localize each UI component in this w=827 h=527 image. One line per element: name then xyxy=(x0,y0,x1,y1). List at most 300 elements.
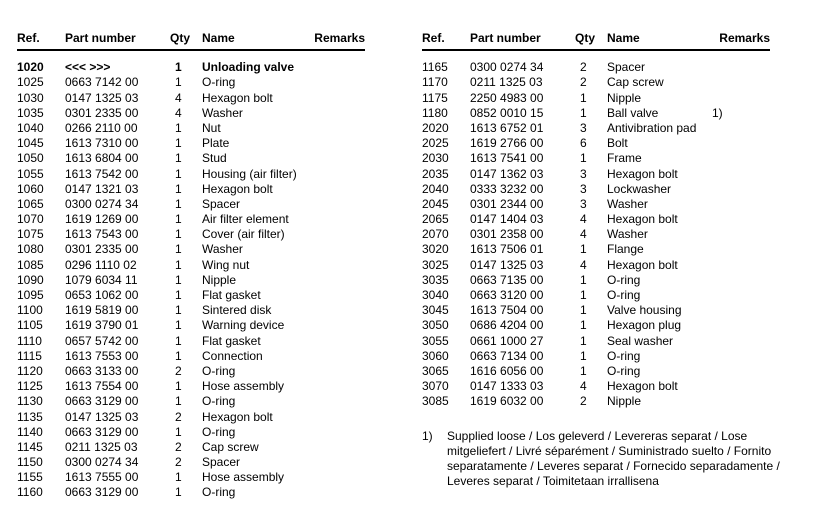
cell-name: O-ring xyxy=(202,394,236,409)
cell-remarks xyxy=(307,136,365,151)
cell-name: Hexagon bolt xyxy=(607,379,678,394)
table-row xyxy=(422,242,770,257)
cell-qty: 1 xyxy=(175,288,182,303)
cell-remarks xyxy=(307,106,365,121)
cell-part-number: 0663 3129 00 xyxy=(65,424,139,439)
cell-qty: 1 xyxy=(580,105,587,120)
cell-name: Lockwasher xyxy=(607,181,672,196)
table-header-right xyxy=(422,31,770,51)
cell-name: Unloading valve xyxy=(202,60,295,75)
table-row xyxy=(422,379,770,394)
cell-part-number: 1613 7554 00 xyxy=(65,379,139,394)
cell-remarks xyxy=(307,75,365,90)
cell-ref: 1055 xyxy=(17,166,44,181)
cell-part-number: 1619 1269 00 xyxy=(65,212,139,227)
column-header-part-number: Part number xyxy=(65,31,136,45)
table-row xyxy=(422,334,770,349)
cell-part-number: 0663 3120 00 xyxy=(470,288,544,303)
cell-qty: 1 xyxy=(580,151,587,166)
cell-remarks xyxy=(712,303,770,318)
cell-qty: 1 xyxy=(175,303,182,318)
cell-remarks xyxy=(307,349,365,364)
cell-ref: 1095 xyxy=(17,288,44,303)
table-row xyxy=(17,151,365,166)
cell-ref: 2020 xyxy=(422,120,449,135)
cell-ref: 3045 xyxy=(422,303,449,318)
table-row xyxy=(422,364,770,379)
cell-remarks xyxy=(712,394,770,409)
cell-name: Nipple xyxy=(202,272,237,287)
cell-remarks xyxy=(712,318,770,333)
cell-part-number: 0147 1325 03 xyxy=(65,90,139,105)
cell-name: Connection xyxy=(202,348,263,363)
column-header-name: Name xyxy=(202,31,235,45)
cell-name: Warning device xyxy=(202,318,285,333)
cell-remarks xyxy=(307,273,365,288)
cell-ref: 2070 xyxy=(422,227,449,242)
table-row xyxy=(17,197,365,212)
table-row xyxy=(17,455,365,470)
cell-part-number: 1619 3790 01 xyxy=(65,318,139,333)
cell-name: Seal washer xyxy=(607,333,674,348)
cell-qty: 1 xyxy=(175,212,182,227)
cell-ref: 2030 xyxy=(422,151,449,166)
cell-qty: 2 xyxy=(175,455,182,470)
cell-part-number: 1619 6032 00 xyxy=(470,394,544,409)
cell-remarks xyxy=(712,212,770,227)
cell-part-number: 1613 7543 00 xyxy=(65,227,139,242)
table-row xyxy=(422,349,770,364)
cell-qty: 2 xyxy=(175,409,182,424)
cell-ref: 2025 xyxy=(422,136,449,151)
cell-ref: 1060 xyxy=(17,181,44,196)
cell-ref: 1045 xyxy=(17,136,44,151)
cell-remarks xyxy=(307,197,365,212)
cell-ref: 1135 xyxy=(17,409,43,424)
table-row xyxy=(17,394,365,409)
table-row xyxy=(17,288,365,303)
cell-ref: 2035 xyxy=(422,166,449,181)
table-row xyxy=(17,318,365,333)
cell-remarks xyxy=(307,151,365,166)
cell-ref: 1090 xyxy=(17,272,44,287)
cell-qty: 1 xyxy=(580,318,587,333)
cell-name: Cover (air filter) xyxy=(202,227,285,242)
cell-name: Hexagon bolt xyxy=(607,166,678,181)
cell-qty: 1 xyxy=(175,181,182,196)
cell-name: Stud xyxy=(202,151,227,166)
table-row xyxy=(422,167,770,182)
cell-name: O-ring xyxy=(202,363,236,378)
cell-part-number: 0147 1325 03 xyxy=(470,257,544,272)
cell-ref: 3025 xyxy=(422,257,449,272)
cell-name: Hexagon bolt xyxy=(607,212,678,227)
cell-ref: 1085 xyxy=(17,257,44,272)
cell-qty: 1 xyxy=(175,257,182,272)
cell-remarks xyxy=(307,440,365,455)
cell-ref: 3055 xyxy=(422,333,449,348)
table-row xyxy=(17,227,365,242)
cell-part-number: 1616 6056 00 xyxy=(470,363,544,378)
cell-part-number: 0147 1321 03 xyxy=(65,181,139,196)
cell-part-number: 0663 7142 00 xyxy=(65,75,139,90)
table-row xyxy=(422,75,770,90)
table-row xyxy=(17,212,365,227)
cell-name: Plate xyxy=(202,136,230,151)
cell-part-number: 1613 6752 01 xyxy=(470,120,544,135)
cell-part-number: 0266 2110 00 xyxy=(65,120,138,135)
cell-part-number: 1613 7310 00 xyxy=(65,136,139,151)
cell-qty: 1 xyxy=(175,318,182,333)
cell-remarks xyxy=(307,394,365,409)
cell-name: Spacer xyxy=(607,60,646,75)
cell-qty: 1 xyxy=(175,379,182,394)
cell-qty: 1 xyxy=(175,136,182,151)
cell-name: Flat gasket xyxy=(202,333,261,348)
cell-ref: 1025 xyxy=(17,75,44,90)
table-row xyxy=(422,91,770,106)
cell-qty: 4 xyxy=(175,90,182,105)
cell-remarks xyxy=(712,91,770,106)
cell-remarks xyxy=(307,303,365,318)
cell-remarks xyxy=(307,167,365,182)
cell-qty: 1 xyxy=(580,242,587,257)
cell-ref: 1160 xyxy=(17,485,43,500)
cell-ref: 1180 xyxy=(422,105,448,120)
cell-ref: 1110 xyxy=(17,333,42,348)
cell-name: Spacer xyxy=(202,196,241,211)
column-header-part-number: Part number xyxy=(470,31,541,45)
column-header-ref: Ref. xyxy=(422,31,445,45)
cell-qty: 4 xyxy=(580,379,587,394)
column-header-remarks: Remarks xyxy=(719,31,770,45)
cell-ref: 1035 xyxy=(17,105,44,120)
parts-table-right xyxy=(422,31,770,410)
cell-qty: 2 xyxy=(175,439,182,454)
cell-remarks xyxy=(307,182,365,197)
cell-ref: 1070 xyxy=(17,212,44,227)
cell-name: Spacer xyxy=(202,455,241,470)
cell-remarks xyxy=(712,136,770,151)
table-header-left xyxy=(17,31,365,51)
cell-qty: 1 xyxy=(175,60,182,75)
cell-part-number: 0147 1362 03 xyxy=(470,166,544,181)
cell-ref: 3065 xyxy=(422,363,449,378)
cell-name: Hexagon plug xyxy=(607,318,682,333)
cell-remarks xyxy=(712,258,770,273)
cell-name: Washer xyxy=(202,105,243,120)
cell-ref: 1175 xyxy=(422,90,448,105)
table-row xyxy=(422,288,770,303)
cell-qty: 1 xyxy=(580,303,587,318)
cell-qty: 1 xyxy=(580,288,587,303)
cell-name: Ball valve xyxy=(607,105,659,120)
column-header-remarks: Remarks xyxy=(314,31,365,45)
cell-remarks xyxy=(712,182,770,197)
cell-name: Nipple xyxy=(607,90,642,105)
cell-remarks xyxy=(712,197,770,212)
cell-ref: 3085 xyxy=(422,394,449,409)
cell-qty: 3 xyxy=(580,120,587,135)
table-row xyxy=(17,75,365,90)
column-header-qty: Qty xyxy=(575,31,596,45)
cell-qty: 1 xyxy=(175,333,182,348)
cell-qty: 2 xyxy=(580,394,587,409)
cell-qty: 1 xyxy=(175,75,182,90)
cell-name: Valve housing xyxy=(607,303,682,318)
cell-name: Hexagon bolt xyxy=(607,257,678,272)
cell-part-number: 0147 1333 03 xyxy=(470,379,544,394)
footnote-line: separatamente / Leveres separat / Fornecido separadamente / xyxy=(447,459,780,473)
table-row xyxy=(17,91,365,106)
cell-ref: 1100 xyxy=(17,303,43,318)
cell-ref: 1040 xyxy=(17,120,44,135)
cell-part-number: 0300 0274 34 xyxy=(470,60,544,75)
table-body-left xyxy=(17,60,365,500)
cell-part-number: 0301 2358 00 xyxy=(470,227,544,242)
table-row xyxy=(17,379,365,394)
cell-qty: 4 xyxy=(580,227,587,242)
cell-qty: 4 xyxy=(580,212,587,227)
cell-name: Hexagon bolt xyxy=(202,181,273,196)
cell-qty: 1 xyxy=(580,272,587,287)
cell-remarks xyxy=(712,227,770,242)
table-body-right xyxy=(422,60,770,409)
cell-part-number: 1613 7542 00 xyxy=(65,166,139,181)
cell-ref: 1050 xyxy=(17,151,44,166)
cell-qty: 1 xyxy=(175,120,182,135)
table-row xyxy=(422,318,770,333)
cell-qty: 3 xyxy=(580,196,587,211)
cell-part-number: 1613 7555 00 xyxy=(65,470,139,485)
table-row xyxy=(17,136,365,151)
cell-part-number: 0653 1062 00 xyxy=(65,288,139,303)
cell-part-number: 0852 0010 15 xyxy=(470,105,544,120)
cell-part-number: 0301 2335 00 xyxy=(65,242,139,257)
footnote-marker: 1) xyxy=(422,429,433,443)
cell-qty: 1 xyxy=(580,348,587,363)
table-row xyxy=(17,258,365,273)
table-row xyxy=(422,258,770,273)
cell-qty: 1 xyxy=(580,363,587,378)
cell-qty: 1 xyxy=(175,227,182,242)
cell-ref: 2065 xyxy=(422,212,449,227)
cell-ref: 1155 xyxy=(17,470,43,485)
cell-ref: 1125 xyxy=(17,379,43,394)
cell-ref: 1075 xyxy=(17,227,44,242)
cell-part-number: 0147 1404 03 xyxy=(470,212,544,227)
cell-part-number: 0300 0274 34 xyxy=(65,455,139,470)
cell-name: Nipple xyxy=(607,394,642,409)
table-row xyxy=(17,349,365,364)
cell-ref: 1020 xyxy=(17,60,44,75)
cell-name: Washer xyxy=(607,196,648,211)
cell-qty: 1 xyxy=(175,470,182,485)
cell-part-number: 1613 7504 00 xyxy=(470,303,544,318)
table-row xyxy=(17,121,365,136)
cell-name: Hexagon bolt xyxy=(202,90,273,105)
cell-ref: 1130 xyxy=(17,394,43,409)
table-row xyxy=(17,106,365,121)
column-header-ref: Ref. xyxy=(17,31,40,45)
cell-name: Flat gasket xyxy=(202,288,261,303)
cell-part-number: <<< >>> xyxy=(65,60,111,75)
cell-name: O-ring xyxy=(202,75,236,90)
cell-part-number: 2250 4983 00 xyxy=(470,90,544,105)
cell-name: O-ring xyxy=(607,288,641,303)
cell-remarks xyxy=(307,485,365,500)
cell-qty: 1 xyxy=(175,485,182,500)
cell-name: O-ring xyxy=(607,348,641,363)
cell-part-number: 0296 1110 02 xyxy=(65,257,137,272)
table-row xyxy=(17,167,365,182)
cell-name: O-ring xyxy=(607,272,641,287)
cell-remarks xyxy=(307,410,365,425)
cell-remarks xyxy=(307,212,365,227)
cell-name: Washer xyxy=(607,227,648,242)
cell-ref: 1145 xyxy=(17,439,43,454)
cell-part-number: 0301 2335 00 xyxy=(65,105,139,120)
cell-ref: 2045 xyxy=(422,196,449,211)
cell-remarks xyxy=(712,334,770,349)
cell-name: O-ring xyxy=(607,363,641,378)
cell-remarks xyxy=(712,242,770,257)
cell-remarks: 1) xyxy=(712,105,723,120)
footnote-line: mitgeliefert / Livré séparément / Suministrado suelto / Fornito xyxy=(447,444,772,458)
cell-qty: 1 xyxy=(175,196,182,211)
cell-qty: 1 xyxy=(175,424,182,439)
cell-ref: 3070 xyxy=(422,379,449,394)
cell-ref: 2040 xyxy=(422,181,449,196)
table-row xyxy=(422,60,770,75)
cell-ref: 3040 xyxy=(422,288,449,303)
cell-ref: 1120 xyxy=(17,363,43,378)
cell-qty: 3 xyxy=(580,166,587,181)
cell-part-number: 0333 3232 00 xyxy=(470,181,544,196)
cell-part-number: 0300 0274 34 xyxy=(65,196,139,211)
cell-ref: 1065 xyxy=(17,196,44,211)
table-row xyxy=(422,106,770,121)
table-row xyxy=(422,394,770,409)
cell-part-number: 1619 5819 00 xyxy=(65,303,139,318)
cell-ref: 1030 xyxy=(17,90,44,105)
cell-part-number: 1619 2766 00 xyxy=(470,136,544,151)
cell-part-number: 0663 3133 00 xyxy=(65,363,139,378)
cell-ref: 1105 xyxy=(17,318,43,333)
cell-part-number: 0686 4204 00 xyxy=(470,318,544,333)
cell-remarks xyxy=(712,60,770,75)
cell-part-number: 1613 7553 00 xyxy=(65,348,139,363)
cell-remarks xyxy=(307,258,365,273)
cell-part-number: 0661 1000 27 xyxy=(470,333,544,348)
cell-remarks xyxy=(307,60,365,75)
cell-ref: 1115 xyxy=(17,348,42,363)
cell-ref: 3060 xyxy=(422,348,449,363)
table-row xyxy=(17,60,365,75)
cell-name: Hose assembly xyxy=(202,470,285,485)
cell-remarks xyxy=(307,318,365,333)
cell-ref: 1150 xyxy=(17,455,43,470)
cell-name: O-ring xyxy=(202,424,236,439)
cell-name: Wing nut xyxy=(202,257,250,272)
cell-name: Washer xyxy=(202,242,243,257)
cell-remarks xyxy=(307,379,365,394)
cell-name: Housing (air filter) xyxy=(202,166,297,181)
cell-name: Sintered disk xyxy=(202,303,272,318)
cell-qty: 4 xyxy=(175,105,182,120)
table-row xyxy=(422,212,770,227)
table-row xyxy=(422,227,770,242)
cell-qty: 1 xyxy=(175,242,182,257)
cell-part-number: 1079 6034 11 xyxy=(65,272,138,287)
table-row xyxy=(17,242,365,257)
cell-qty: 1 xyxy=(175,272,182,287)
footnote-line: Supplied loose / Los geleverd / Levereras separat / Lose xyxy=(447,429,748,443)
cell-remarks xyxy=(307,227,365,242)
table-row xyxy=(422,151,770,166)
cell-remarks xyxy=(712,364,770,379)
cell-remarks xyxy=(712,349,770,364)
cell-name: Flange xyxy=(607,242,644,257)
table-row xyxy=(17,334,365,349)
table-row xyxy=(17,470,365,485)
cell-part-number: 0663 3129 00 xyxy=(65,485,139,500)
cell-part-number: 0147 1325 03 xyxy=(65,409,139,424)
cell-qty: 1 xyxy=(175,151,182,166)
table-row xyxy=(422,182,770,197)
cell-remarks xyxy=(712,288,770,303)
table-row xyxy=(17,364,365,379)
table-row xyxy=(17,182,365,197)
cell-qty: 1 xyxy=(175,348,182,363)
table-row xyxy=(422,121,770,136)
cell-name: Hexagon bolt xyxy=(202,409,273,424)
cell-qty: 1 xyxy=(175,394,182,409)
table-row xyxy=(17,303,365,318)
cell-name: Antivibration pad xyxy=(607,120,697,135)
cell-qty: 1 xyxy=(175,166,182,181)
cell-name: Air filter element xyxy=(202,212,289,227)
table-row xyxy=(17,273,365,288)
cell-qty: 2 xyxy=(580,75,587,90)
column-header-name: Name xyxy=(607,31,640,45)
cell-part-number: 0663 7134 00 xyxy=(470,348,544,363)
cell-qty: 1 xyxy=(580,90,587,105)
footnote-line: Leveres separat / Toimitetaan irrallisena xyxy=(447,474,659,488)
cell-remarks xyxy=(307,91,365,106)
cell-remarks xyxy=(307,364,365,379)
cell-ref: 1080 xyxy=(17,242,44,257)
cell-qty: 4 xyxy=(580,257,587,272)
cell-name: Cap screw xyxy=(202,439,259,454)
table-row xyxy=(422,273,770,288)
cell-qty: 2 xyxy=(580,60,587,75)
cell-name: Frame xyxy=(607,151,642,166)
cell-part-number: 1613 7541 00 xyxy=(470,151,544,166)
cell-remarks xyxy=(307,455,365,470)
cell-name: Nut xyxy=(202,120,221,135)
table-row xyxy=(422,136,770,151)
cell-ref: 1170 xyxy=(422,75,448,90)
cell-name: Bolt xyxy=(607,136,628,151)
cell-qty: 6 xyxy=(580,136,587,151)
column-header-qty: Qty xyxy=(170,31,191,45)
cell-qty: 1 xyxy=(580,333,587,348)
cell-remarks xyxy=(712,273,770,288)
cell-remarks xyxy=(307,334,365,349)
cell-name: Hose assembly xyxy=(202,379,285,394)
table-row xyxy=(17,485,365,500)
